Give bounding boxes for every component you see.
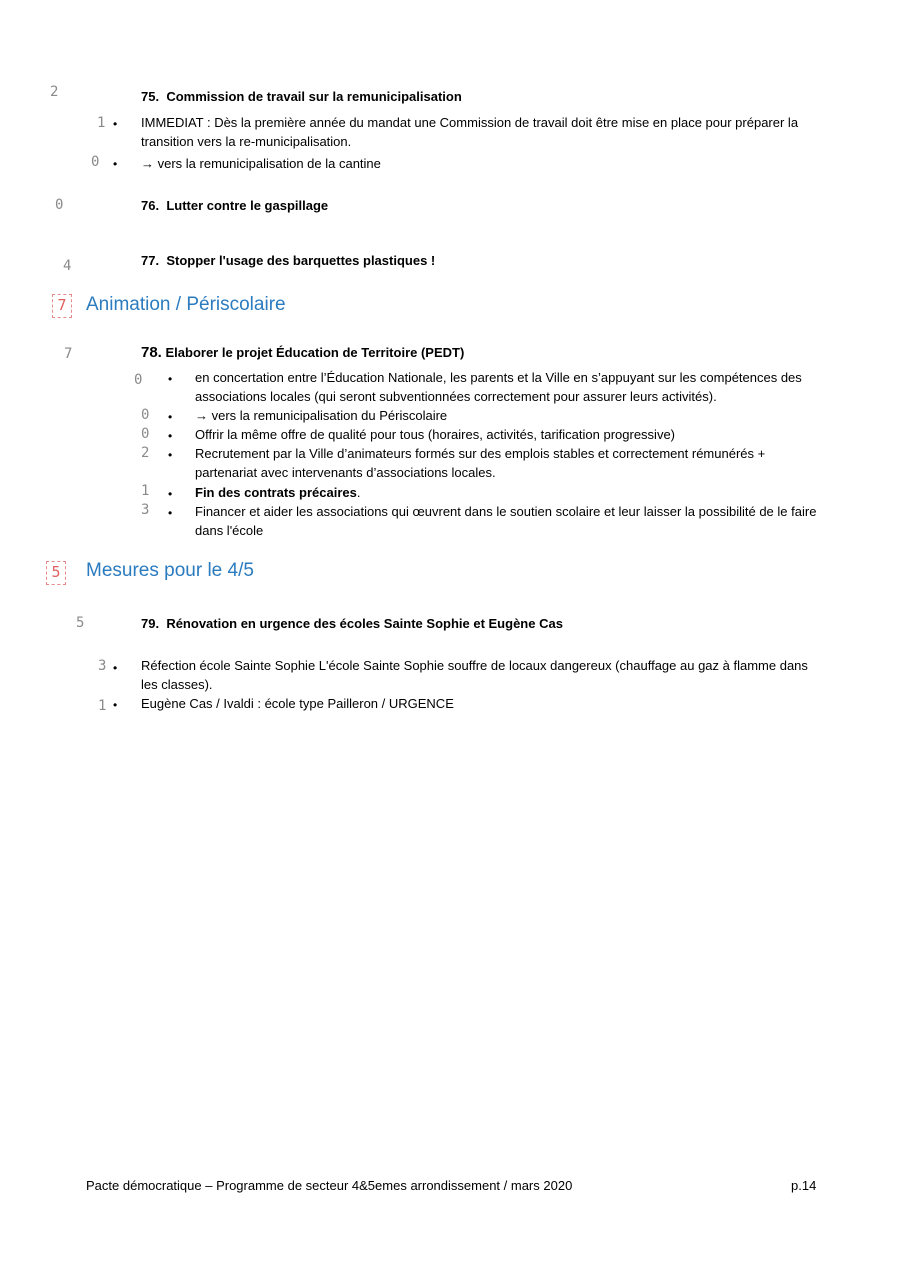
comment-count[interactable]: 7: [64, 346, 73, 362]
bullet-icon: •: [168, 410, 173, 424]
item-title: Stopper l'usage des barquettes plastiques !: [166, 253, 436, 268]
item-title: Elaborer le projet Éducation de Territoire (PEDT): [165, 345, 465, 360]
comment-count[interactable]: 0: [141, 426, 150, 442]
list-item: → vers la remunicipalisation de la cantine: [141, 156, 381, 171]
item-title: Lutter contre le gaspillage: [166, 198, 329, 213]
item-heading-78: [141, 344, 464, 361]
bullet-icon: •: [168, 487, 173, 501]
list-item: Eugène Cas / Ivaldi : école type Pailleron / URGENCE: [141, 696, 454, 711]
item-title: Commission de travail sur la remunicipalisation: [166, 89, 462, 104]
item-title: Rénovation en urgence des écoles Sainte Sophie et Eugène Cas: [166, 616, 563, 631]
list-item: en concertation entre l’Éducation Nationale, les parents et la Ville en s’appuyant sur les compétences des associations locales (qui seront subventionnées correctement pour assurer leurs activités).: [195, 370, 802, 404]
item-number: 78.: [141, 344, 162, 361]
section-title: Animation / Périscolaire: [86, 294, 286, 315]
list-item: [195, 483, 825, 502]
bullet-icon: •: [113, 661, 118, 675]
bullet-icon: •: [168, 448, 173, 462]
comment-count[interactable]: 0: [55, 197, 64, 213]
comment-count[interactable]: 1: [98, 698, 107, 714]
comment-count[interactable]: 3: [98, 658, 107, 674]
comment-count[interactable]: 1: [141, 483, 150, 499]
item-heading-79: [141, 615, 563, 632]
item-heading-76: [141, 197, 328, 214]
comment-count[interactable]: 1: [97, 115, 106, 131]
list-item: IMMEDIAT : Dès la première année du mandat une Commission de travail doit être mise en place pour préparer la transition vers la re-municipalisation.: [141, 115, 799, 149]
comment-count[interactable]: 0: [141, 407, 150, 423]
comment-count[interactable]: 0: [134, 372, 143, 388]
bullet-icon: •: [168, 372, 173, 386]
comment-count[interactable]: 0: [91, 154, 100, 170]
footer-text: Pacte démocratique – Programme de secteur 4&5emes arrondissement / mars 2020: [86, 1178, 573, 1193]
list-item: → vers la remunicipalisation du Périscolaire: [195, 408, 448, 423]
comment-count[interactable]: 2: [50, 84, 59, 100]
bold-text: Fin des contrats précaires: [195, 485, 357, 500]
bullet-icon: •: [113, 698, 118, 712]
page-number: p.14: [791, 1178, 817, 1193]
bullet-icon: •: [113, 117, 118, 131]
section-title: Mesures pour le 4/5: [86, 560, 254, 581]
item-number: 77.: [141, 253, 160, 268]
bullet-icon: •: [168, 506, 173, 520]
item-heading-77: [141, 252, 435, 269]
item-number: 79.: [141, 616, 160, 631]
comment-count[interactable]: 2: [141, 445, 150, 461]
list-item: Réfection école Sainte Sophie L'école Sainte Sophie souffre de locaux dangereux (chauffage au gaz à flamme dans les classes).: [141, 658, 808, 692]
item-number: 76.: [141, 198, 160, 213]
section-comment-count[interactable]: 5: [46, 561, 66, 585]
bullet-icon: •: [113, 157, 118, 171]
list-item: Offrir la même offre de qualité pour tous (horaires, activités, tarification progressive): [195, 427, 676, 442]
comment-count[interactable]: 3: [141, 502, 150, 518]
comment-count[interactable]: 4: [63, 258, 72, 274]
item-number: 75.: [141, 89, 160, 104]
list-item: Financer et aider les associations qui œuvrent dans le soutien scolaire et leur laisser la possibilité de le faire dans l'école: [195, 504, 817, 538]
section-comment-count[interactable]: 7: [52, 294, 72, 318]
text: .: [356, 485, 361, 500]
bullet-icon: •: [168, 429, 173, 443]
list-item: Recrutement par la Ville d’animateurs formés sur des emplois stables et correctement rémunérés + partenariat avec intervenants d’associations locales.: [195, 446, 766, 480]
comment-count[interactable]: 5: [76, 615, 85, 631]
item-heading-75: [141, 88, 462, 105]
